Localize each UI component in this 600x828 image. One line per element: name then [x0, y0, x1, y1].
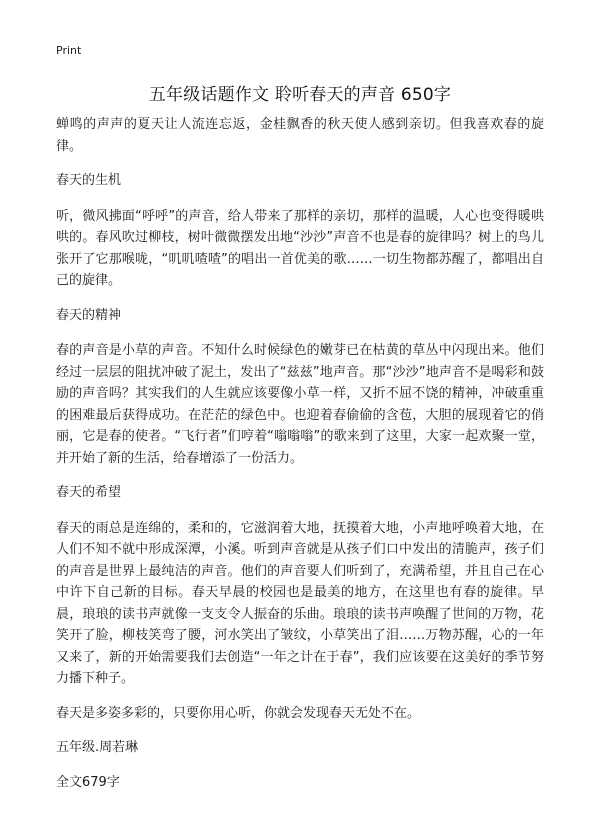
section-paragraph: 春的声音是小草的声音。不知什么时候绿色的嫩芽已在枯黄的草丛中闪现出来。他们经过一层层的阻扰冲破了泥土，发出了“兹兹”地声音。那“沙沙”地声音不是喝彩和鼓励的声音吗？其实我们的人生就应该要像小草一样，又折不屈不饶的精神，冲破重重的困难最后获得成功。在茫茫的绿色中。也迎着春偷偷的含苞，大胆的展现着它的俏丽，它是春的使者。“飞行者”们哼着“嗡嗡嗡”的歌来到了这里，大家一起欢聚一堂，并开始了新的生活，给春增添了一份活力。 — [56, 343, 544, 466]
section-heading: 春天的生机 — [56, 173, 122, 188]
word-count: 全文679字 — [56, 774, 120, 790]
section-paragraph: 听，微风拂面“呼呼”的声音，给人带来了那样的亲切，那样的温暖，人心也变得暖哄哄的。春风吹过柳枝，树叶微微摆发出地“沙沙”声音不也是春的旋律吗？树上的鸟儿张开了它那喉咙，“叽叽喳喳”的唱出一首优美的歌……一切生物都苏醒了，都唱出自己的旋律。 — [56, 208, 544, 288]
article-body — [56, 114, 544, 793]
conclusion-paragraph: 春天是多姿多彩的，只要你用心听，你就会发现春天无处不在。 — [56, 705, 421, 721]
print-link[interactable]: Print — [56, 44, 82, 57]
section-heading: 春天的精神 — [56, 307, 122, 323]
section-heading: 春天的希望 — [56, 485, 122, 500]
author-line: 五年级.周若琳 — [56, 740, 139, 755]
section-paragraph: 春天的雨总是连绵的，柔和的，它滋润着大地，抚摸着大地，小声地呼唤着大地，在人们不知不就中形成深潭，小溪。听到声音就是从孩子们口中发出的清脆声，孩子们的声音是世界上最纯洁的声音。他们的声音要人们听到了，充满希望，并且自己在心中许下自己新的目标。春天早晨的校园也是最美的地方，在这里也有春的旋律。早晨，琅琅的读书声就像一支支令人振奋的乐曲。琅琅的读书声唤醒了世间的万物，花笑开了脸，柳枝笑弯了腰，河水笑出了皱纹，小草笑出了泪……万物苏醒，心的一年又来了，新的开始需要我们去创造“一年之计在于春”，我们应该要在这美好的季节努力播下种子。 — [56, 520, 544, 686]
page-title: 五年级话题作文 聆听春天的声音 650字 — [148, 85, 452, 105]
intro-paragraph: 蝉鸣的声声的夏天让人流连忘返，金桂飘香的秋天使人感到亲切。但我喜欢春的旋律。 — [56, 117, 544, 154]
